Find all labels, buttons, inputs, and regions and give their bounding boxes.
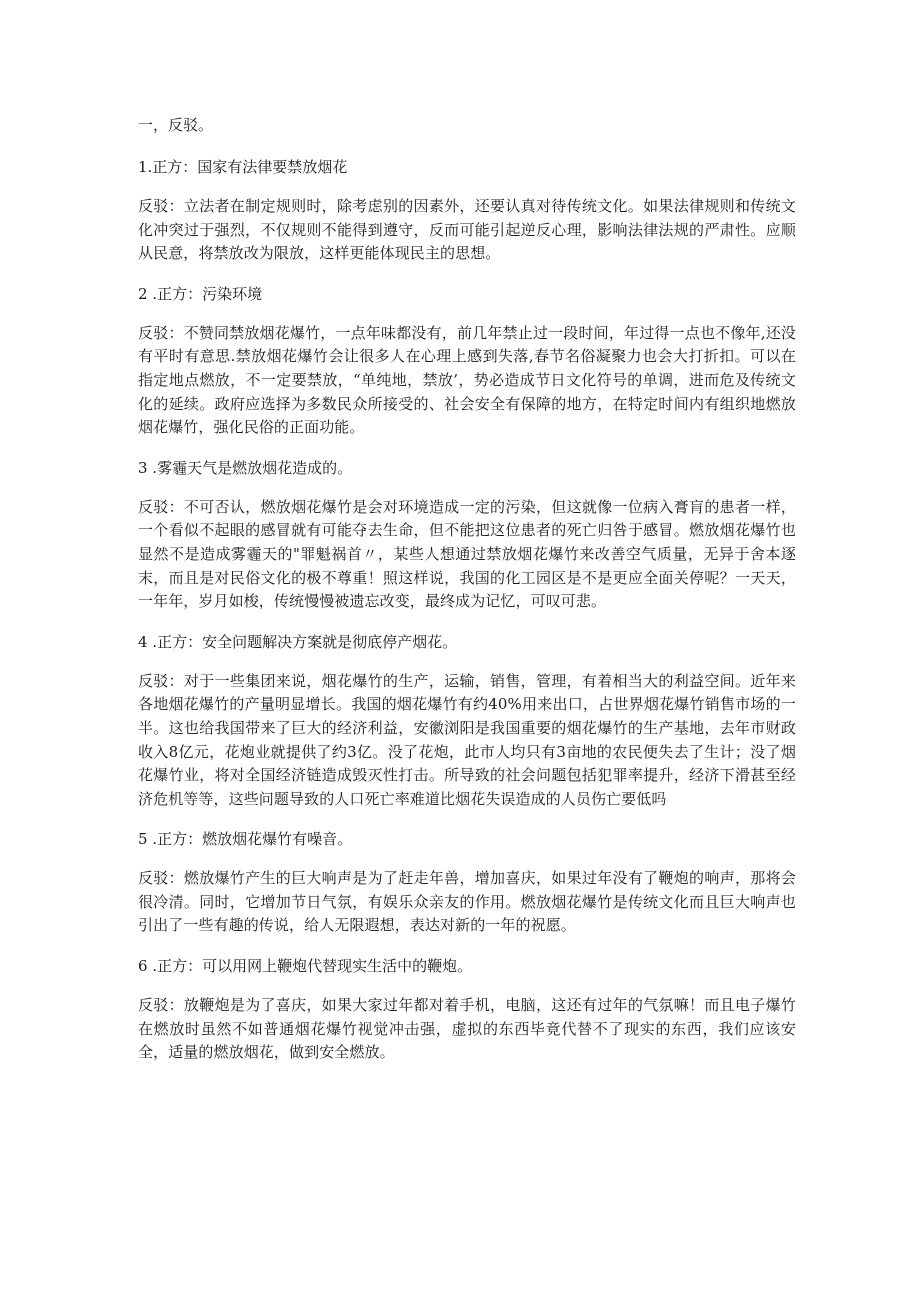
section-5-title: 5 .正方：燃放烟花爆竹有噪音。 (138, 830, 353, 849)
section-3-title: 3 .雾霾天气是燃放烟花造成的。 (138, 458, 353, 477)
section-2-rebuttal: 反驳：不赞同禁放烟花爆竹，一点年味都没有，前几年禁止过一段时间，年过得一点也不像年,还没有平时有意思.禁放烟花爆竹会让很多人在心理上感到失落,春节名俗凝聚力也会大打折扣。可以在指定地点燃放，不一定要禁放，“单纯地，禁放’，势必造成节日文化符号的单调，进而危及传统文化的延续。政府应选择为多数民众所接受的、社会安全有保障的地方，在特定时间内有组织地燃放烟花爆竹，强化民俗的正面功能。 (138, 323, 796, 437)
document-page (138, 111, 796, 1079)
document-heading: 一，反驳。 (138, 116, 214, 134)
section-4-rebuttal: 反驳：对于一些集团来说，烟花爆竹的生产，运输，销售，管理，有着相当大的利益空间。近年来各地烟花爆竹的产量明显增长。我国的烟花爆竹有约40%用来出口，占世界烟花爆竹销售市场的一半。这也给我国带来了巨大的经济利益，安徽浏阳是我国重要的烟花爆竹的生产基地，去年市财政收入8亿元，花炮业就提供了约3亿。没了花炮，此市人均只有3亩地的农民便失去了生计；没了烟花爆竹业，将对全国经济链造成毁灭性打击。所导致的社会问题包括犯罪率提升，经济下滑甚至经济危机等等，这些问题导致的人口死亡率难道比烟花失误造成的人员伤亡要低吗 (138, 671, 796, 808)
section-5-rebuttal: 反驳：燃放爆竹产生的巨大响声是为了赶走年兽，增加喜庆，如果过年没有了鞭炮的响声，那将会很冷清。同时，它增加节日气氛，有娱乐众亲友的作用。燃放烟花爆竹是传统文化而且巨大响声也引出了一些有趣的传说，给人无限遐想，表达对新的一年的祝愿。 (138, 869, 796, 935)
section-1-title: 1.正方：国家有法律要禁放烟花 (138, 158, 348, 176)
section-6-rebuttal: 反驳：放鞭炮是为了喜庆，如果大家过年都对着手机，电脑，这还有过年的气氛嘛！而且电子爆竹在燃放时虽然不如普通烟花爆竹视觉冲击强，虚拟的东西毕竟代替不了现实的东西，我们应该安全，适量的燃放烟花，做到安全燃放。 (138, 996, 796, 1062)
section-1-rebuttal: 反驳：立法者在制定规则时，除考虑别的因素外，还要认真对待传统文化。如果法律规则和传统文化冲突过于强烈，不仅规则不能得到遵守，反而可能引起逆反心理，影响法律法规的严肃性。应顺从民意，将禁放改为限放，这样更能体现民主的思想。 (138, 197, 796, 263)
section-3-rebuttal: 反驳：不可否认，燃放烟花爆竹是会对环境造成一定的污染，但这就像一位病入膏肓的患者一样，一个看似不起眼的感冒就有可能夺去生命，但不能把这位患者的死亡归咎于感冒。燃放烟花爆竹也显然不是造成雾霾天的"罪魁祸首〃，某些人想通过禁放烟花爆竹来改善空气质量，无异于舍本逐末，而且是对民俗文化的极不尊重！照这样说，我国的化工园区是不是更应全面关停呢？一天天，一年年，岁月如梭，传统慢慢被遗忘改变，最终成为记忆，可叹可悲。 (138, 497, 796, 611)
section-2-title: 2 .正方：污染环境 (138, 284, 263, 303)
section-6-title: 6 .正方：可以用网上鞭炮代替现实生活中的鞭炮。 (138, 957, 473, 976)
section-4-title: 4 .正方：安全问题解决方案就是彻底停产烟花。 (138, 632, 458, 651)
